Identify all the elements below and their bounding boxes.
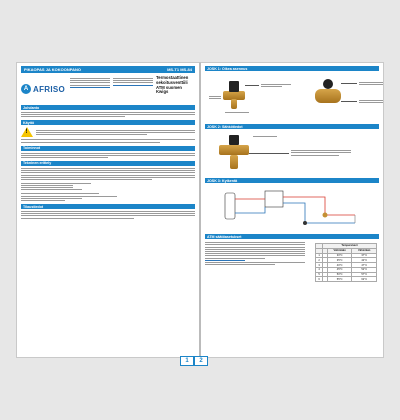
warning-notice [21,127,195,137]
section-heading: JOSK 3: Kytkentä [205,178,379,183]
header-code: MS-T1 MS-84 [167,67,192,72]
brand-logo [21,76,67,102]
valve-outlet-icon [230,155,238,169]
document-title: Termostaattinen sekoitusventtiili ATM suomen Kwigs [156,75,189,95]
table-row: 2 35°C 42°C [316,258,377,263]
mixing-valve-icon [323,213,328,218]
section-heading: Toiminnot [21,146,195,151]
valve-knob-icon [229,135,239,145]
hydraulic-schema [205,185,379,231]
brand-name: AFRISO [33,84,66,94]
valve-knob-icon [229,81,239,92]
piping-schema-svg [205,185,379,231]
table-subheader-cell: Vähintään [352,248,377,253]
temperature-settings-table [315,243,377,282]
page-header-bar [21,66,195,73]
table-header-cell: Temperatuuri [323,244,377,249]
section-heading: Tilaustiedot [21,204,195,209]
table-subheader-cell: Vähintään [327,248,352,253]
section-heading: ATM säätöasetukset [205,234,379,239]
warning-icon: ! [21,127,33,137]
valve-knob-icon [323,79,333,89]
valve-dimension-diagram [205,131,379,175]
contact-block [113,76,153,102]
section-heading: Käyttö [21,120,195,125]
section-heading: Johdanto [21,105,195,110]
brand-header [21,76,195,102]
section-heading: Tekninen erittely [21,161,195,166]
table-row: 5 50°C 57°C [316,272,377,277]
tank-icon [225,193,235,219]
address-block [70,76,110,102]
valve-installation-diagram [205,73,379,121]
page-left [16,62,200,358]
settings-area [205,239,379,291]
document-title-block [156,76,195,102]
valve-outlet-icon [231,99,237,109]
section-heading: JOSK 2: Sähkötiedot [205,124,379,129]
pump-icon [303,221,307,225]
table-row: 1 30°C 37°C [316,253,377,258]
section-heading: JOSK 1: Oikea asennus [205,66,379,71]
page-number-tabs [180,356,208,366]
boiler-icon [265,191,283,207]
table-row: 4 45°C 52°C [316,267,377,272]
valve-body-icon [219,145,249,155]
page-number-2[interactable]: 2 [194,356,208,366]
document-spread [16,62,384,358]
table-row: 6 55°C 62°C [316,277,377,282]
afriso-logo-icon: A [21,84,31,94]
page-right [200,62,384,358]
table-row: 3 40°C 47°C [316,263,377,268]
page-number-1[interactable]: 1 [180,356,194,366]
valve-body-icon [315,89,341,103]
header-title: PIKAOPAS JA KOKOONPANO [24,67,82,72]
